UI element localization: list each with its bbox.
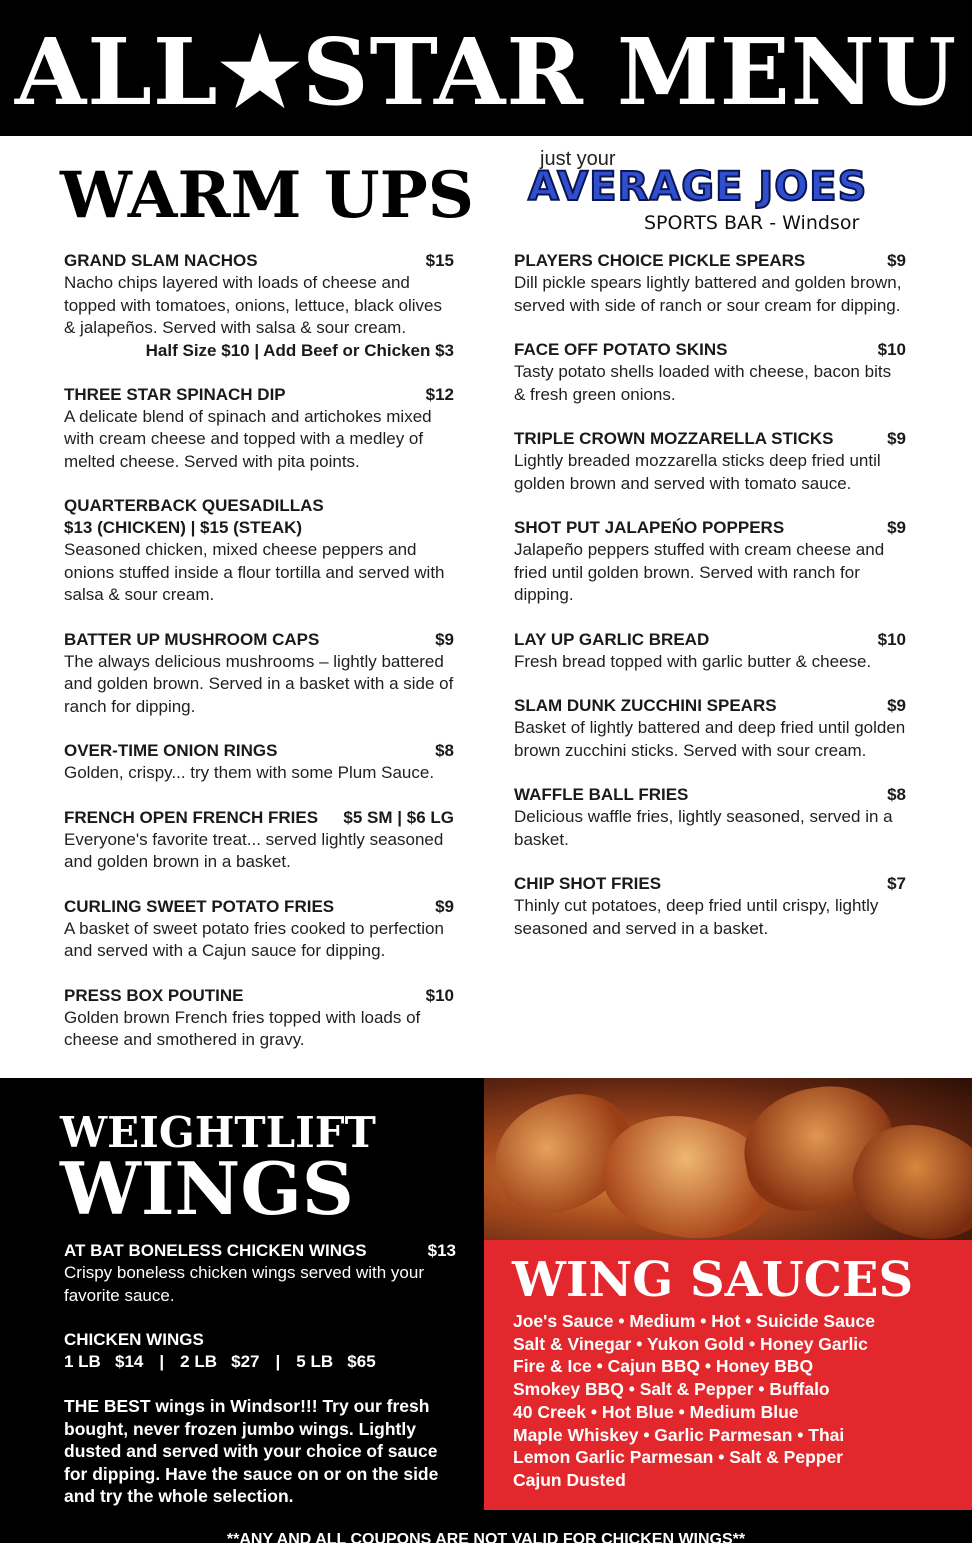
menu-item — [514, 873, 906, 940]
sauce-line: Cajun Dusted — [513, 1469, 626, 1490]
item-name: PLAYERS CHOICE PICKLE SPEARS — [514, 251, 806, 270]
menu-title: ALL★STAR MENU — [14, 18, 958, 126]
sauce-line: Fire & Ice • Cajun BBQ • Honey BBQ — [513, 1356, 814, 1377]
restaurant-logo — [528, 148, 908, 238]
item-price: $15 — [425, 251, 454, 270]
menu-item — [64, 250, 454, 362]
item-name: PRESS BOX POUTINE — [64, 985, 244, 1005]
sauce-line: Lemon Garlic Parmesan • Salt & Pepper — [513, 1447, 843, 1468]
item-name: QUARTERBACK QUESADILLAS — [64, 496, 324, 515]
wings-title-line1: WEIGHTLIFT — [60, 1108, 376, 1157]
item-name: GRAND SLAM NACHOS — [64, 251, 258, 270]
logo-tagline: just your — [540, 148, 616, 170]
item-description: Dill pickle spears lightly battered and golden brown, served with side of ranch or sour cream for dipping. — [514, 273, 902, 315]
wing-size: 2 LB $27 — [180, 1352, 260, 1371]
item-description: Everyone's favorite treat... served lightly seasoned and golden brown in a basket. — [64, 829, 444, 871]
item-price: $13 — [427, 1241, 456, 1260]
item-name: CHIP SHOT FRIES — [514, 874, 662, 893]
menu-item — [64, 495, 454, 607]
menu-item — [514, 250, 906, 317]
item-description: Fresh bread topped with garlic butter & cheese. — [514, 651, 872, 671]
wings-panel — [0, 1078, 484, 1543]
item-description: Lightly breaded mozzarella sticks deep fried until golden brown and served with tomato sauce. — [514, 451, 881, 493]
footer-bar — [0, 1510, 972, 1543]
item-name: AT BAT BONELESS CHICKEN WINGS — [64, 1241, 367, 1260]
item-description: Jalapeño peppers stuffed with cream cheese and fried until golden brown. Served with ranch for dipping. — [514, 540, 885, 604]
coupon-note: **ANY AND ALL COUPONS ARE NOT VALID FOR CHICKEN WINGS** — [226, 1531, 746, 1543]
menu-item — [64, 807, 454, 874]
sauce-line: Salt & Vinegar • Yukon Gold • Honey Garlic — [513, 1333, 868, 1354]
item-description: Seasoned chicken, mixed cheese peppers and onions stuffed inside a flour tortilla and served with salsa & sour cream. — [64, 540, 445, 604]
item-name: TRIPLE CROWN MOZZARELLA STICKS — [514, 429, 834, 448]
item-price: $9 — [887, 518, 906, 537]
sauce-line: 40 Creek • Hot Blue • Medium Blue — [513, 1401, 799, 1422]
separator: | — [275, 1352, 281, 1371]
warm-ups-title: WARM UPS — [60, 158, 474, 233]
item-description: Thinly cut potatoes, deep fried until crispy, lightly seasoned and served in a basket. — [514, 896, 879, 938]
item-description: A delicate blend of spinach and artichokes mixed with cream cheese and topped with a medley of melted cheese. Served with pita points. — [64, 406, 432, 471]
wings-promo-text: THE BEST wings in Windsor!!! Try our fresh bought, never frozen jumbo wings. Lightly dusted and served with your choice of sauce for dipping. Have the sauce on or on the side and try the whole selection. — [64, 1396, 439, 1506]
item-name: CHICKEN WINGS — [64, 1330, 204, 1349]
wing-sauces-panel — [484, 1240, 972, 1510]
item-price: $10 — [425, 985, 454, 1005]
item-description: Golden, crispy... try them with some Plum Sauce. — [64, 763, 435, 782]
menu-item — [64, 896, 454, 963]
menu-item — [64, 985, 454, 1052]
menu-item — [514, 517, 906, 607]
item-name: CURLING SWEET POTATO FRIES — [64, 896, 335, 916]
item-price: $8 — [435, 741, 454, 760]
item-price: $9 — [887, 696, 906, 715]
menu-item — [514, 629, 906, 674]
item-name: THREE STAR SPINACH DIP — [64, 384, 286, 404]
sauce-line: Maple Whiskey • Garlic Parmesan • Thai — [513, 1424, 845, 1445]
warm-ups-right-column — [514, 250, 906, 962]
sauce-line: Joe's Sauce • Medium • Hot • Suicide Sauce — [513, 1311, 875, 1331]
item-name: SHOT PUT JALAPEŃO POPPERS — [514, 518, 785, 537]
item-options: Half Size $10 | Add Beef or Chicken $3 — [145, 340, 454, 360]
wing-sauces-title: WING SAUCES — [512, 1252, 914, 1308]
item-description: Basket of lightly battered and deep fried until golden brown zucchini sticks. Served with sour cream. — [514, 718, 906, 760]
item-description: Golden brown French fries topped with loads of cheese and smothered in gravy. — [64, 1007, 421, 1049]
warm-ups-left-column — [64, 250, 454, 1074]
item-name: FRENCH OPEN FRENCH FRIES — [64, 807, 319, 827]
item-name: LAY UP GARLIC BREAD — [514, 629, 710, 649]
wing-size: 1 LB $14 — [64, 1352, 144, 1371]
item-description: Crispy boneless chicken wings served with your favorite sauce. — [64, 1263, 424, 1305]
item-price: $10 — [877, 629, 906, 649]
menu-banner — [0, 0, 972, 136]
item-name: WAFFLE BALL FRIES — [514, 785, 689, 804]
item-name: BATTER UP MUSHROOM CAPS — [64, 629, 320, 649]
chicken-wings-photo — [484, 1078, 972, 1240]
item-description: Tasty potato shells loaded with cheese, bacon bits & fresh green onions. — [514, 362, 892, 404]
item-price: $5 SM | $6 LG — [343, 807, 454, 827]
menu-item — [64, 1329, 456, 1373]
item-name: SLAM DUNK ZUCCHINI SPEARS — [514, 696, 777, 715]
sauce-list — [513, 1310, 963, 1492]
item-price: $9 — [887, 251, 906, 270]
item-description: Delicious waffle fries, lightly seasoned, served in a basket. — [514, 807, 893, 849]
item-price: $9 — [887, 429, 906, 448]
menu-item — [514, 695, 906, 762]
item-price: $9 — [435, 896, 454, 916]
menu-item — [64, 1240, 456, 1307]
item-price: $10 — [877, 340, 906, 359]
item-description: The always delicious mushrooms – lightly battered and golden brown. Served in a basket with a side of ranch for dipping. — [64, 651, 454, 716]
item-name: FACE OFF POTATO SKINS — [514, 340, 728, 359]
menu-item — [514, 339, 906, 406]
menu-item — [64, 740, 454, 785]
menu-item — [64, 629, 454, 719]
menu-item — [514, 784, 906, 851]
item-price-options: $13 (CHICKEN) | $15 (STEAK) — [64, 518, 303, 537]
item-description: A basket of sweet potato fries cooked to perfection and served with a Cajun sauce for dipping. — [64, 918, 444, 960]
item-description: Nacho chips layered with loads of cheese and topped with tomatoes, onions, lettuce, black olives & jalapeños. Served with salsa & sour cream. — [64, 273, 442, 337]
item-price: $7 — [887, 874, 906, 893]
menu-item — [514, 428, 906, 495]
wings-title-line2: WINGS — [60, 1146, 354, 1231]
wing-sizes — [64, 1351, 456, 1373]
item-price: $8 — [887, 785, 906, 804]
wings-column — [64, 1240, 456, 1508]
logo-subtitle: SPORTS BAR - Windsor — [644, 212, 860, 234]
menu-item — [64, 384, 454, 474]
item-price: $12 — [425, 384, 454, 404]
wing-size: 5 LB $65 — [296, 1352, 376, 1371]
sauce-line: Smokey BBQ • Salt & Pepper • Buffalo — [513, 1379, 830, 1400]
separator: | — [159, 1352, 165, 1371]
item-price: $9 — [435, 629, 454, 649]
logo-name: AVERAGE JOES — [528, 164, 868, 210]
item-name: OVER-TIME ONION RINGS — [64, 741, 278, 760]
